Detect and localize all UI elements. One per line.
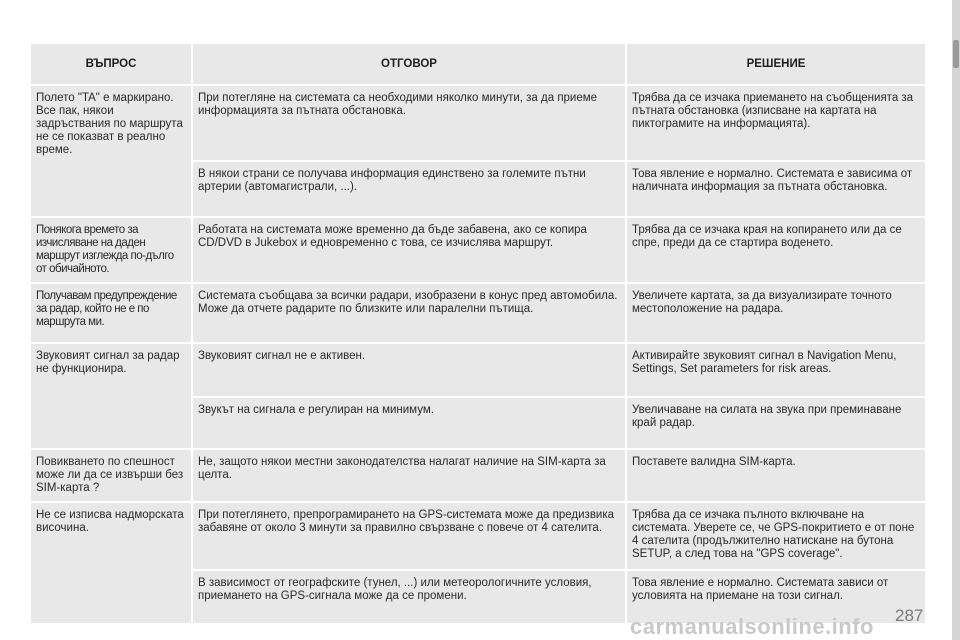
- solution-cell: Увеличаване на силата на звука при преминаване край радар.: [627, 398, 925, 450]
- table-row: [31, 218, 925, 284]
- question-cell: Получавам предупреждение за радар, който не е по маршрута ми.: [31, 284, 193, 344]
- answer-cell: В зависимост от географските (тунел, ...) или метеорологичните условия, приемането на GPS-сигнала може да се промени.: [193, 571, 627, 625]
- header-question: ВЪПРОС: [31, 44, 193, 86]
- page-number: 287: [895, 606, 924, 625]
- answer-cell: В някои страни се получава информация единствено за големите пътни артерии (автомагистрали, ...).: [193, 162, 627, 218]
- table-row: [31, 284, 925, 344]
- solution-cell: Поставете валидна SIM-карта.: [627, 450, 925, 503]
- question-cell: Понякога времето за изчисляване на даден маршрут изглежда по-дълго от обичайното.: [31, 218, 193, 284]
- solution-cell: Трябва да се изчака пълното включване на системата. Уверете се, че GPS-покритието е от поне 4 сателита (продължително натискане на бутона SETUP, а след това на "GPS coverage".: [627, 503, 925, 571]
- answer-cell: При потеглянето, препрограмирането на GPS-системата може да предизвика забавяне от около 3 минути за правилно свързване с повече от 4 сателита.: [193, 503, 627, 571]
- solution-cell: Активирайте звуковият сигнал в Navigation Menu, Settings, Set parameters for risk areas.: [627, 344, 925, 398]
- table-row: [31, 86, 925, 162]
- header-solution: РЕШЕНИЕ: [627, 44, 925, 86]
- sidebar-tab: [953, 40, 959, 68]
- answer-cell: Работата на системата може временно да бъде забавена, ако се копира CD/DVD в Jukebox и едновременно с това, се изчислява маршрут.: [193, 218, 627, 284]
- troubleshooting-table: [31, 44, 925, 625]
- answer-cell: Звукът на сигнала е регулиран на минимум.: [193, 398, 627, 450]
- solution-cell: Увеличете картата, за да визуализирате точното местоположение на радара.: [627, 284, 925, 344]
- question-cell: Звуковият сигнал за радар не функционира.: [31, 344, 193, 450]
- question-cell: Не се изписва надморската височина.: [31, 503, 193, 625]
- answer-cell: Звуковият сигнал не е активен.: [193, 344, 627, 398]
- watermark: carmanualsonline.info: [630, 614, 874, 639]
- solution-cell: Това явление е нормално. Системата зависи от условията на приемане на този сигнал.: [627, 571, 925, 625]
- solution-cell: Трябва да се изчака края на копирането или да се спре, преди да се стартира воденето.: [627, 218, 925, 284]
- answer-cell: Системата съобщава за всички радари, изобразени в конус пред автомобила. Може да отчете радарите по близките или паралелни пътища.: [193, 284, 627, 344]
- table-row: [31, 344, 925, 398]
- question-cell: Повикването по спешност може ли да се извърши без SIM-карта ?: [31, 450, 193, 503]
- answer-cell: При потегляне на системата са необходими няколко минути, за да приеме информацията за пътната обстановка.: [193, 86, 627, 162]
- table-row: [31, 503, 925, 571]
- table-header-row: [31, 44, 925, 86]
- answer-cell: Не, защото някои местни законодателства налагат наличие на SIM-карта за целта.: [193, 450, 627, 503]
- right-sidebar-strip: [952, 0, 960, 640]
- solution-cell: Това явление е нормално. Системата е зависима от наличната информация за пътната обстановка.: [627, 162, 925, 218]
- question-cell: Полето "TA" е маркирано. Все пак, някои задръствания по маршрута не се показват в реално време.: [31, 86, 193, 218]
- header-answer: ОТГОВОР: [193, 44, 627, 86]
- table-row: [31, 450, 925, 503]
- solution-cell: Трябва да се изчака приемането на съобщенията за пътната обстановка (изписване на картата на пиктограмите на информацията).: [627, 86, 925, 162]
